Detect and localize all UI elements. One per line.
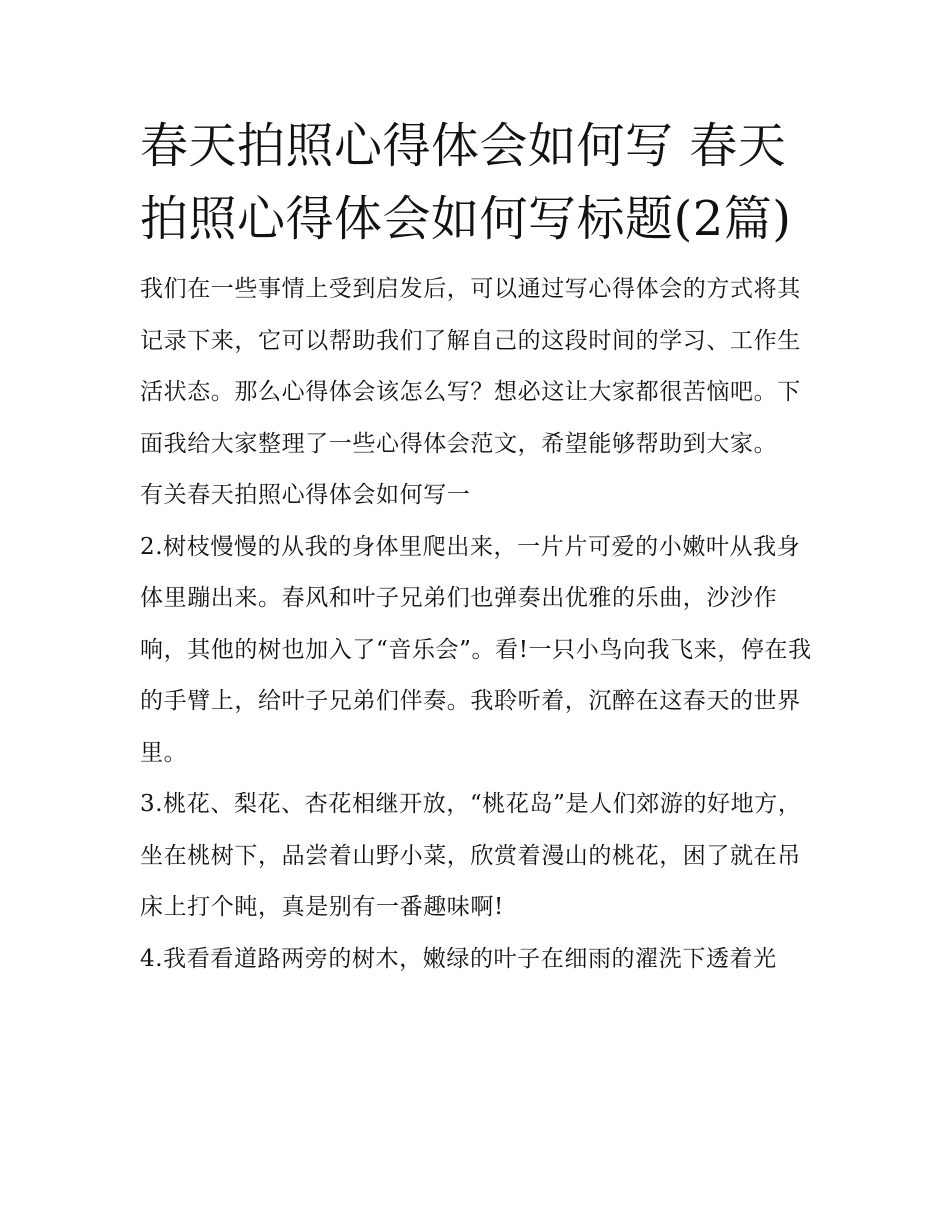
item-paragraph-3: 3.桃花、梨花、杏花相继开放，“桃花岛”是人们郊游的好地方，坐在桃树下，品尝着山野小菜，欣赏着漫山的桃花，困了就在吊床上打个盹，真是别有一番趣味啊! bbox=[140, 791, 802, 920]
document-page bbox=[140, 110, 815, 985]
document-body bbox=[140, 264, 815, 985]
item-paragraph-2: 2.树枝慢慢的从我的身体里爬出来，一片片可爱的小嫩叶从我身体里蹦出来。春风和叶子兄弟们也弹奏出优雅的乐曲，沙沙作响，其他的树也加入了“音乐会”。看!一只小鸟向我飞来，停在我的手臂上，给叶子兄弟们伴奏。我聆听着，沉醉在这春天的世界里。 bbox=[140, 533, 812, 766]
document-title: 春天拍照心得体会如何写 春天拍照心得体会如何写标题(2篇) bbox=[140, 118, 792, 247]
item-paragraph-4: 4.我看看道路两旁的树木，嫩绿的叶子在细雨的濯洗下透着光 bbox=[140, 945, 777, 972]
intro-paragraph: 我们在一些事情上受到启发后，可以通过写心得体会的方式将其记录下来，它可以帮助我们了解自己的这段时间的学习、工作生活状态。那么心得体会该怎么写？想必这让大家都很苦恼吧。下面我给大家整理了一些心得体会范文，希望能够帮助到大家。 bbox=[140, 276, 801, 457]
section-heading: 有关春天拍照心得体会如何写一 bbox=[140, 482, 471, 508]
